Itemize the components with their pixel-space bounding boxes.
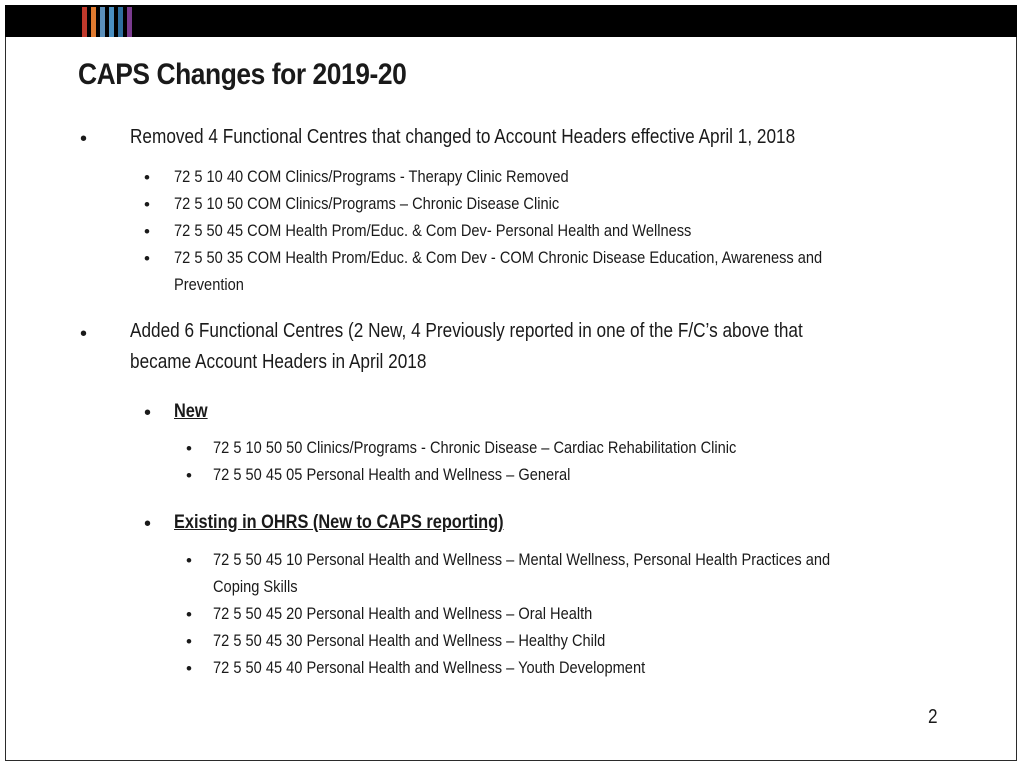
bullet-existing-2: •	[186, 605, 192, 624]
removed-item-4-continued: Prevention	[174, 275, 244, 294]
bullet-added: •	[80, 323, 88, 345]
bullet-new: •	[144, 402, 152, 424]
bullet-removed-3: •	[144, 222, 150, 241]
bullet-existing: •	[144, 513, 152, 535]
existing-item-1: 72 5 50 45 10 Personal Health and Wellness – Mental Wellness, Personal Health Practices and	[213, 550, 831, 569]
new-item-2: 72 5 50 45 05 Personal Health and Wellness – General	[213, 465, 571, 484]
removed-item-2: 72 5 10 50 COM Clinics/Programs – Chronic Disease Clinic	[174, 194, 560, 213]
page-number: 2	[928, 706, 938, 728]
new-item-1: 72 5 10 50 50 Clinics/Programs - Chronic Disease – Cardiac Rehabilitation Clinic	[213, 438, 737, 457]
accent-stripe-2	[91, 7, 96, 37]
added-heading-line1: Added 6 Functional Centres (2 New, 4 Previously reported in one of the F/C’s above that	[130, 320, 803, 342]
bullet-new-2: •	[186, 466, 192, 485]
accent-stripe-4	[109, 7, 114, 37]
bullet-new-1: •	[186, 439, 192, 458]
accent-stripe-3	[100, 7, 105, 37]
accent-stripe-6	[127, 7, 132, 37]
top-header-bar	[5, 5, 1017, 37]
removed-item-3: 72 5 50 45 COM Health Prom/Educ. & Com Dev- Personal Health and Wellness	[174, 221, 692, 240]
bullet-removed-2: •	[144, 195, 150, 214]
removed-heading: Removed 4 Functional Centres that changed to Account Headers effective April 1, 2018	[130, 126, 796, 148]
bullet-removed-4: •	[144, 249, 150, 268]
existing-item-3: 72 5 50 45 30 Personal Health and Wellness – Healthy Child	[213, 631, 606, 650]
new-subheading: New	[174, 401, 208, 422]
slide-title: CAPS Changes for 2019-20	[78, 58, 407, 91]
removed-item-4: 72 5 50 35 COM Health Prom/Educ. & Com Dev - COM Chronic Disease Education, Awareness and	[174, 248, 823, 267]
bullet-removed-1: •	[144, 168, 150, 187]
bullet-existing-3: •	[186, 632, 192, 651]
removed-item-1: 72 5 10 40 COM Clinics/Programs - Therapy Clinic Removed	[174, 167, 569, 186]
bullet-existing-1: •	[186, 551, 192, 570]
bullet-existing-4: •	[186, 659, 192, 678]
existing-item-2: 72 5 50 45 20 Personal Health and Wellness – Oral Health	[213, 604, 593, 623]
existing-subheading: Existing in OHRS (New to CAPS reporting)	[174, 512, 504, 533]
existing-item-4: 72 5 50 45 40 Personal Health and Wellness – Youth Development	[213, 658, 646, 677]
accent-stripe-5	[118, 7, 123, 37]
bullet-removed: •	[80, 128, 88, 150]
added-heading-line2: became Account Headers in April 2018	[130, 351, 427, 373]
accent-stripe-1	[82, 7, 87, 37]
existing-item-1-continued: Coping Skills	[213, 577, 298, 596]
